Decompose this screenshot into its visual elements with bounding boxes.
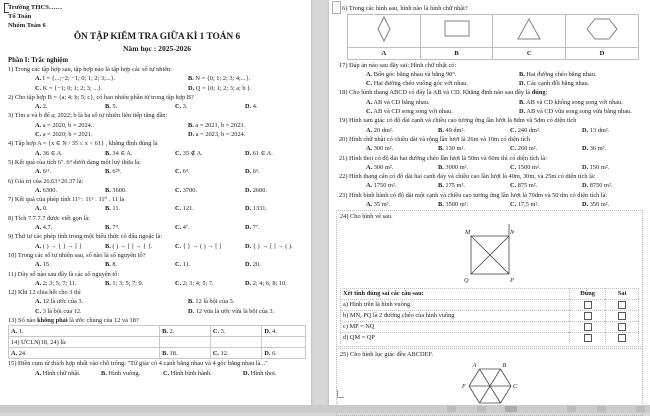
table-cell: [9, 337, 160, 348]
question-q9: [8, 232, 306, 251]
question-q24-box: [336, 210, 643, 346]
question-text: 5) Kết quả của tích 6⁷. 6⁴ dưới dạng một luỹ thừa là:: [8, 158, 141, 166]
tf-cell: [605, 332, 639, 343]
answer-option: D. Hình thoi.: [243, 369, 277, 377]
table-cell: [262, 337, 306, 348]
checkbox-c-true[interactable]: [584, 323, 592, 331]
shape-label-A: A: [348, 47, 421, 59]
answer-option: C. 875 m².: [510, 182, 538, 190]
question-text: 19) Hình tam giác có độ dài cạnh và chiều cao tương ứng lần lượt là 8dm và 5dm có diện tích: [339, 117, 577, 125]
answer-option: A. 6¹¹.: [35, 168, 52, 176]
svg-text:M: M: [464, 228, 470, 236]
question-text: 18) Cho hình thang ABCD có đáy là AB và CD. Khẳng định nào sau đây là đúng:: [339, 89, 548, 97]
question-text: 22) Hình thang cân có độ dài hai cạnh đáy và chiều cao lần lượt là 40m, 30m, và 25m có diện tích là:: [339, 173, 596, 181]
answer-option: A. 36 ∈ A.: [35, 149, 63, 157]
question-options: [8, 102, 306, 111]
answer-option: A. Hình chữ nhật.: [35, 369, 81, 377]
question-text: 24) Cho hình vẽ sau.: [340, 213, 393, 221]
question-options: [8, 149, 306, 158]
section-heading: Phần I: Trắc nghiệm: [8, 57, 68, 64]
table-cell: [210, 337, 262, 348]
question-options: [8, 297, 306, 316]
answer-option: D. 36 m².: [582, 145, 607, 153]
answer-option: D. 61 ∈ A.: [245, 149, 273, 157]
svg-text:C: C: [512, 382, 517, 390]
question-text: 23) Hình bình hành có độ dài một cạnh và chiều cao tương ứng lần lượt là 70dm và 50 dm có diện tích là:: [339, 191, 608, 199]
left-question-list: [8, 65, 306, 378]
taskbar-icon-3[interactable]: [505, 406, 517, 412]
answer-option: C. a = 2020; b = 2021.: [35, 131, 93, 139]
answer-option: A. 2; 3; 5; 7; 11.: [35, 279, 77, 287]
answer-option: D. 6.: [264, 349, 277, 357]
question-options: [339, 200, 643, 209]
answer-option: B. 34 ∈ A.: [105, 149, 133, 157]
tf-header-false: Sai: [605, 288, 639, 299]
question-options: [339, 181, 643, 190]
tf-cell: [569, 321, 605, 332]
question-text: 16) Trong các hình sau, hình nào là hình chữ nhật?: [339, 5, 468, 12]
answer-option: A. 1.: [11, 327, 24, 335]
checkbox-b-true[interactable]: [584, 312, 592, 320]
answer-option: A. 0.: [35, 205, 48, 213]
answer-option: D. Q = {0; 1; 2; 3; a; b }.: [188, 84, 252, 92]
hexagon-shape-icon: [579, 16, 625, 42]
tf-header-true: Đúng: [569, 288, 605, 299]
question-text: 9) Thứ tự các phép tính trong một biểu thức có dấu ngoặc là:: [8, 233, 163, 241]
svg-text:B: B: [502, 361, 506, 369]
question-options: [339, 98, 643, 117]
question-text: 12) Khi 12 chia hết cho 3 thì: [8, 289, 81, 297]
question-q6: [8, 177, 306, 196]
question-q22: [339, 172, 643, 191]
table-cell: [210, 326, 262, 337]
question-q2: [8, 93, 306, 112]
question-q15: [8, 359, 306, 378]
question-options: [8, 167, 306, 176]
question-q10: [8, 251, 306, 270]
department-name: Tổ Toán: [8, 13, 32, 20]
answer-option: C. Hai đường chéo vuông góc với nhau.: [366, 80, 468, 88]
answer-option: C. 4⁷.: [175, 224, 190, 232]
question-text: 15) Điền cụm từ thích hợp nhất vào chỗ trống: "Tứ giác có 4 cạnh bằng nhau và 4 góc bằng nhau là...": [8, 360, 268, 368]
answer-option: B. 40 dm².: [438, 126, 465, 134]
svg-text:A: A: [472, 361, 476, 369]
answer-option: C. 260 m².: [510, 145, 538, 153]
answer-option: C. Hình bình hành.: [163, 369, 212, 377]
table-cell: [9, 326, 160, 337]
question-options: [339, 126, 643, 135]
answer-option: D. 4.: [245, 103, 258, 111]
shape-label-C: C: [493, 47, 566, 59]
question-options: [8, 260, 306, 269]
question-q18: [339, 88, 643, 116]
question-q8: [8, 214, 306, 233]
answer-option: A. a = 2020, b = 2024.: [35, 121, 93, 129]
answer-option: D. { } → [ ] → ( ).: [245, 242, 293, 250]
answer-option: A. ( ) → { } → [ ]: [35, 242, 82, 250]
question-q23: [339, 191, 643, 210]
answer-option: A. 6300.: [35, 186, 58, 194]
question-options: [339, 70, 643, 89]
answer-option: B. Hình vuông.: [101, 369, 141, 377]
answer-option: C. { } → ( ) → [ ]: [175, 242, 222, 250]
answer-option: D. 2600.: [245, 186, 268, 194]
answer-option: D. AB và CD vừa song song vừa bằng nhau.: [519, 108, 632, 116]
question-text: 17) Đáp án nào sau đây sai: Hình chữ nhật có:: [339, 61, 457, 69]
question-q16: [339, 4, 643, 60]
answer-option: C. 12.: [212, 349, 229, 357]
checkbox-d-false[interactable]: [618, 334, 626, 342]
answer-option: C. 1500 m².: [510, 163, 541, 171]
tf-cell: [569, 299, 605, 310]
question-text: 6) Giá trị của 26.63+26.37 là:: [8, 177, 84, 185]
answer-option: C. 3 là bội của 12.: [35, 307, 82, 315]
answer-option: B. 2.: [162, 327, 175, 335]
answer-option: B. 6²⁸.: [105, 168, 122, 176]
question-q21: [339, 154, 643, 173]
answer-option: A. 300 m².: [366, 145, 394, 153]
answer-option: D. 2; 4; 6; 8; 10.: [245, 279, 287, 287]
answer-option: B. 3000 m².: [438, 163, 469, 171]
taskbar-icon-6[interactable]: [636, 406, 645, 412]
svg-text:F: F: [461, 382, 466, 390]
exam-title: ÔN TẬP KIỂM TRA GIỮA KÌ 1 TOÁN 6: [73, 32, 241, 42]
rectangle-shape-icon: [434, 16, 480, 42]
answer-option: D. 8750 m².: [582, 182, 613, 190]
taskbar-icon-4[interactable]: [567, 406, 576, 412]
question-options: [8, 186, 306, 195]
answer-option: C. 240 dm².: [510, 126, 541, 134]
square-diagonals-figure: [435, 222, 545, 286]
answer-option: B. a = 2021, b = 2023.: [188, 121, 246, 129]
answer-option: B. N = {0; 1; 2; 3; 4;...}.: [188, 75, 251, 83]
answer-option: D. 12 vừa là ước vừa là bội của 3.: [188, 307, 275, 315]
table-cell: [160, 337, 211, 348]
answer-option: A. 1750 m².: [366, 182, 397, 190]
tf-row-label: b) MN, PQ là 2 đường chéo của hình vuông: [340, 310, 569, 321]
text-boundary-mark: [332, 1, 341, 14]
taskbar-strip: [0, 405, 650, 413]
tf-cell: [569, 310, 605, 321]
question-q13-q14: [8, 316, 306, 359]
table-cell: [160, 326, 211, 337]
answer-option: B. 12 là bội của 3.: [188, 298, 235, 306]
question-options: [339, 163, 643, 172]
table-cell: [262, 326, 306, 337]
taskbar-icon-5[interactable]: [597, 406, 606, 412]
answer-option: D. 1331.: [245, 205, 268, 213]
taskbar-icon-1[interactable]: [447, 406, 456, 412]
answer-option: A. 12 là ước của 3.: [35, 298, 84, 306]
school-year: Năm học : 2025-2026: [122, 44, 192, 53]
question-q1: [8, 65, 306, 93]
document-page-left: [0, 0, 311, 405]
answer-option: A. 15.: [35, 261, 51, 269]
checkbox-b-false[interactable]: [618, 312, 626, 320]
tf-row-label: d) QM = QP: [340, 332, 569, 343]
text-boundary-mark: [4, 3, 9, 13]
question-options: [8, 74, 306, 93]
tf-header-label: Xét tính đúng sai các câu sau:: [340, 288, 569, 299]
question-q11: [8, 270, 306, 289]
tf-cell: [605, 310, 639, 321]
checkbox-a-false[interactable]: [618, 301, 626, 309]
question-options: [8, 223, 306, 232]
question-q5: [8, 158, 306, 177]
answer-option: C. 3700.: [175, 186, 198, 194]
answer-option: A. I = {...;−2; −1; 0; 1; 2; 3;...}.: [35, 75, 116, 83]
question-text: 7) Kết quả của phép tính 11⁹ : 11⁵ . 11⁰ . 11 là: [8, 196, 125, 204]
answer-option: B. 7⁴.: [105, 224, 120, 232]
tf-row-label: a) Hình trên là hình vuông: [340, 299, 569, 310]
answer-option: B. Hai đường chéo bằng nhau.: [519, 70, 597, 78]
answer-option: A. 300 m².: [366, 163, 394, 171]
answer-option: D. 4.: [264, 327, 277, 335]
answer-option: A. Bốn góc bằng nhau và bằng 90°.: [366, 70, 457, 78]
answer-option: A. 2.: [35, 103, 48, 111]
answer-option: B. 8.: [105, 261, 118, 269]
taskbar-icon-2[interactable]: [477, 406, 486, 412]
document-page-right: [329, 0, 650, 405]
question-text: 14) ƯCLN(18, 24) là:: [11, 338, 67, 346]
question-q12: [8, 288, 306, 316]
answer-option: C. 3.: [175, 103, 188, 111]
tf-cell: [605, 299, 639, 310]
question-text: 21) Hình thoi có độ dài hai đường chéo lần lượt là 50m và 60m thì có diện tích là:: [339, 154, 547, 162]
question-q19: [339, 116, 643, 135]
answer-option: B. 130 m².: [438, 145, 465, 153]
answer-option: C. 6⁴.: [175, 168, 190, 176]
true-false-table: [340, 288, 639, 344]
text-boundary-mark: [337, 390, 344, 398]
tf-row-label: c) MP = NQ: [340, 321, 569, 332]
question-text: 1) Trong các tập hợp sau, tập hợp nào là tập hợp các số tự nhiên:: [8, 66, 172, 73]
question-q17: [339, 61, 643, 89]
question-text: 2) Cho tập hợp B = {a; 4; b; 5; c}, có bao nhiêu phần tử trong tập hợp B?: [8, 93, 194, 101]
svg-text:P: P: [509, 276, 514, 284]
answer-option: C. 2; 3; 4; 5; 7.: [175, 279, 214, 287]
shape-choices-table: [347, 14, 639, 59]
answer-option: B. AB và CD không song song với nhau.: [519, 98, 623, 106]
answer-option: A. 4.7.: [35, 224, 53, 232]
svg-text:N: N: [509, 228, 514, 236]
answer-option: D. a = 2023, b = 2024.: [188, 131, 246, 139]
answer-option: B. 3600.: [105, 186, 127, 194]
answer-option: D. 7⁷.: [245, 224, 260, 232]
answer-option: C. 11.: [175, 261, 191, 269]
question-text: 4) Tập hợp A = {x ∈ N / 35 ≤ x < 61} , khẳng định đúng là: [8, 140, 158, 148]
answer-option: D. 150 m².: [582, 163, 610, 171]
rhombus-shape-icon: [361, 16, 407, 42]
question-text: 10) Trong các số tự nhiên sau, số nào là số nguyên tố?: [8, 251, 146, 259]
table-cell: [210, 348, 262, 359]
shape-label-D: D: [566, 47, 639, 59]
question-options: [8, 121, 306, 140]
shape-cell-C: [493, 15, 566, 47]
tf-cell: [569, 332, 605, 343]
triangle-shape-icon: [506, 16, 552, 42]
answer-option: B. 3500 m².: [438, 201, 469, 209]
answer-option: D. 20.: [245, 261, 261, 269]
answer-option: B. 18.: [162, 349, 178, 357]
question-options: [339, 144, 643, 153]
answer-option: C. AB và CD song song với nhau.: [366, 108, 453, 116]
shape-cell-D: [566, 15, 639, 47]
school-name: Trường THCS……: [8, 4, 63, 11]
answer-option: A. 24.: [11, 349, 27, 357]
answer-option: C. 17,5 m².: [510, 201, 539, 209]
answer-option: B. ( ) → [ ] → { }.: [105, 242, 153, 250]
table-cell: [9, 348, 160, 359]
svg-text:Q: Q: [463, 276, 468, 284]
checkbox-a-true[interactable]: [584, 301, 592, 309]
answer-option: B. 11.: [105, 205, 121, 213]
answer-option: D. 350 m².: [582, 201, 610, 209]
question-text: 25) Cho hình lục giác đều ABCDEF.: [340, 350, 434, 358]
answer-option: A. 35 m².: [366, 201, 391, 209]
question-text: 8) Tích 7.7.7.7 được viết gọn là:: [8, 214, 90, 222]
answer-option: C. 35 ∉ A.: [175, 149, 203, 157]
checkbox-c-false[interactable]: [618, 323, 626, 331]
question-options: [8, 369, 306, 378]
shape-cell-B: [420, 15, 493, 47]
tf-cell: [605, 321, 639, 332]
question-text: 3) Tìm a và b để a; 2022; b là ba số tự nhiên liên tiếp tăng dần:: [8, 112, 168, 120]
question-q20: [339, 135, 643, 154]
shape-cell-A: [348, 15, 421, 47]
right-question-list: [339, 4, 643, 416]
answer-option: A. AB và CD bằng nhau.: [366, 98, 430, 106]
answer-option: D. Các cạnh đối bằng nhau.: [519, 80, 590, 88]
questions-13-14-table: [8, 325, 306, 359]
question-options: [8, 242, 306, 251]
answer-option: B. 175 m².: [438, 182, 465, 190]
answer-option: D. 6³.: [245, 168, 260, 176]
table-cell: [262, 348, 306, 359]
answer-option: C. 121.: [175, 205, 194, 213]
question-text: 20) Hình chữ nhật có chiều dài và rộng lần lượt là 26m và 10m có diện tích: [339, 135, 531, 143]
table-cell: [160, 348, 211, 359]
question-text: 11) Dãy số nào sau đây là các số nguyên tố:: [8, 270, 120, 278]
group-name: Nhóm Toán 6: [8, 22, 46, 29]
answer-option: C. 3.: [212, 327, 226, 335]
shape-label-B: B: [420, 47, 493, 59]
answer-option: C. K = {−1; 0; 1; 2; 3; ...}.: [35, 84, 103, 92]
answer-option: D. 13 dm².: [582, 126, 610, 134]
question-text: 13) Số nào không phải là ước chung của 12 và 18?: [8, 317, 139, 325]
question-q7: [8, 195, 306, 214]
answer-option: A. 20 dm².: [366, 126, 394, 134]
question-options: [8, 279, 306, 288]
question-q4: [8, 139, 306, 158]
answer-option: B. 5.: [105, 103, 118, 111]
checkbox-d-true[interactable]: [584, 334, 592, 342]
answer-option: B. 1; 3; 5; 7; 9.: [105, 279, 144, 287]
question-q3: [8, 111, 306, 139]
question-options: [8, 204, 306, 213]
